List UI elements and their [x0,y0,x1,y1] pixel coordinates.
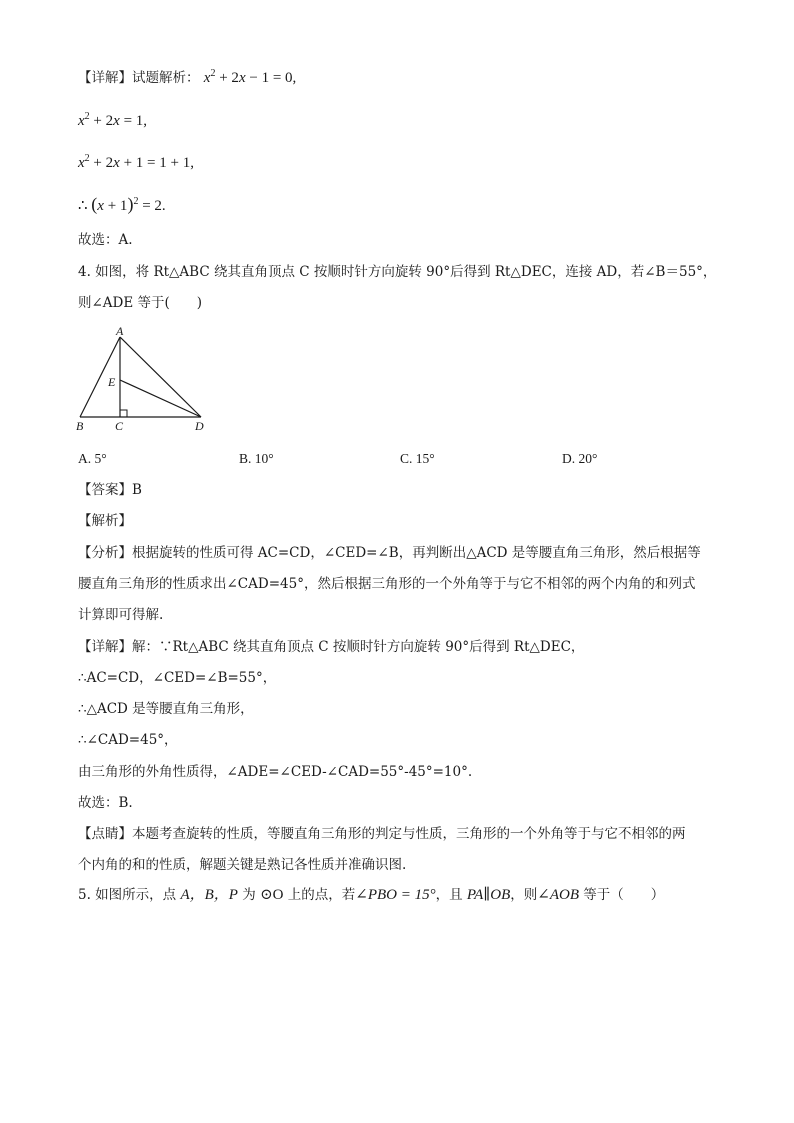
detail-line-3: ∴△ACD 是等腰直角三角形， [78,701,254,717]
q4-stem-line-1: 4. 如图，将 Rt△ABC 绕其直角顶点 C 按顺时针方向旋转 90°后得到 Rt△DEC，连接 AD，若∠B＝55°， [78,264,717,280]
detail-line-2: ∴AC=CD，∠CED=∠B=55°， [78,670,277,686]
segment-ed [120,380,201,417]
comment-line-1: 【点睛】本题考查旋转的性质，等腰直角三角形的判定与性质，三角形的一个外角等于与它不相邻的两 [78,826,686,842]
detail-tag: 【详解】 [78,70,132,86]
q3-detail-line [78,68,296,88]
label-b: B [76,419,84,433]
q4-final-answer: 故选：B. [78,795,133,811]
q3-answer: 故选：A. [78,232,133,248]
analysis-tag: 【分析】 [78,545,132,561]
option-d: D. 20° [562,451,598,466]
label-e: E [108,375,116,389]
equation-3: $x^2 + 2x + 1 = 1 + 1$, [78,153,194,171]
answer-value: B [132,482,142,498]
detail-intro: 试题解析： [132,70,200,86]
label-d: D [195,419,204,433]
comment-line-2: 个内角的和的性质，解题关键是熟记各性质并准确识图. [78,857,407,873]
analysis-line-1: 【分析】根据旋转的性质可得 AC=CD，∠CED=∠B，再判断出△ACD 是等腰直角三角形，然后根据等 [78,545,701,561]
analysis-line-2: 腰直角三角形的性质求出∠CAD=45°，然后根据三角形的一个外角等于与它不相邻的两个内角的和列式 [78,576,696,592]
option-b: B. 10° [239,451,274,466]
analysis-line-3: 计算即可得解. [78,607,164,623]
q4-stem-line-2: 则∠ADE 等于( ) [78,295,203,311]
equation-2: $x^2 + 2x = 1$, [78,111,148,129]
comment-tag: 【点睛】 [78,826,132,842]
option-c: C. 15° [400,451,435,466]
detail-tag: 【详解】 [78,639,132,655]
equation-4: ∴ $(x + 1)^2 = 2$. [78,194,166,214]
detail-line-1: 【详解】解：∵Rt△ABC 绕其直角顶点 C 按顺时针方向旋转 90°后得到 Rt△DEC， [78,639,585,655]
q4-answer-line [78,480,142,500]
triangle-figure [72,322,222,437]
analysis-heading: 【解析】 [78,513,132,529]
label-a: A [116,324,124,338]
option-a: A. 5° [78,451,107,466]
equation-1: $x^2 + 2x - 1 = 0$, [203,68,297,86]
segment-ad [120,337,201,417]
detail-line-5: 由三角形的外角性质得，∠ADE=∠CED-∠CAD=55°-45°=10°. [78,764,473,780]
right-angle-mark [120,410,127,417]
answer-tag: 【答案】 [78,482,132,498]
q5-stem: 5. 如图所示，点 A，B，P 为 ⊙O 上的点，若∠PBO = 15°，且 PA∥OB，则∠AOB 等于（ ） [78,887,665,903]
label-c: C [115,419,124,433]
detail-line-4: ∴∠CAD=45°， [78,732,178,748]
